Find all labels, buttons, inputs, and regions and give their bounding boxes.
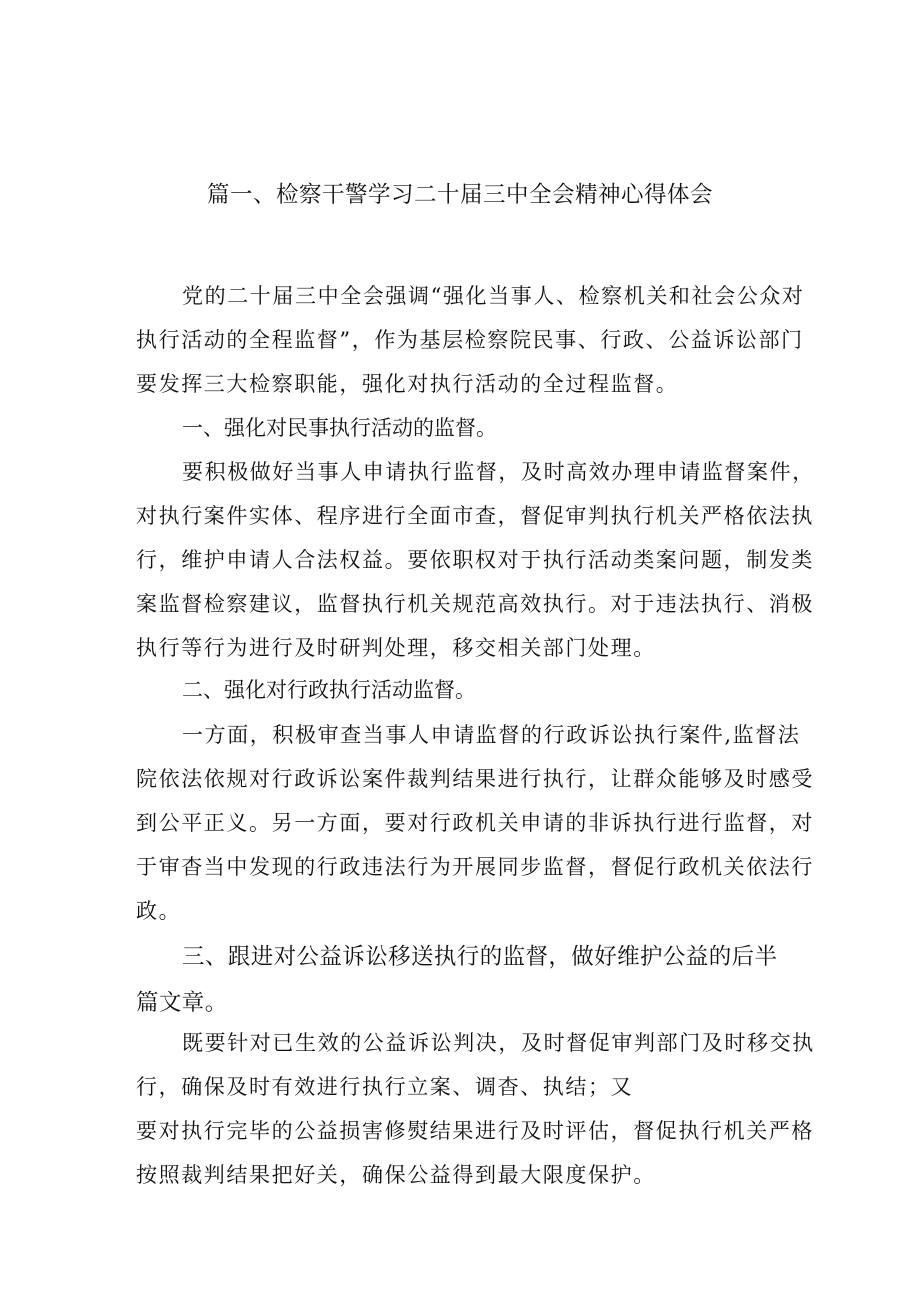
paragraph-line: 要积极做好当事人申请执行监督，及时高效办理申请监督案件， — [182, 460, 815, 484]
intro-line: 党的二十届三中全会强调“强化当事人、检察机关和社会公众对 — [182, 284, 805, 308]
heading-line: 篇文章。 — [136, 990, 228, 1016]
section-1-heading: 一、强化对民事执行活动的监督。 — [182, 416, 497, 440]
paragraph-line: 于审杳当中发现的行政违法行为开展同步监督，督促行政机关依法行 — [136, 855, 814, 879]
paragraph-line: 执行等行为进行及时研判处理，移交相关部门处理。 — [136, 636, 656, 660]
heading-line: 三、跟进对公益诉讼移送执行的监督，做好维护公益的后半 — [182, 944, 778, 970]
intro-paragraph — [136, 274, 805, 406]
paragraph-line: 行，确保及时有效进行执行立案、调杳、执结；又 — [136, 1075, 634, 1099]
paragraph-line: 一方面，积极审查当事人申请监督的行政诉讼执行案件,监督法 — [182, 723, 801, 747]
section-2-paragraph — [136, 713, 814, 933]
paragraph-line: 对执行案件实体、程序进行全面市查，督促审判执行机关严格依法执 — [136, 504, 814, 528]
paragraph-line: 案监督检察建议，监督执行机关规范高效执行。对于违法执行、消极 — [136, 592, 814, 616]
paragraph-line: 政。 — [136, 899, 182, 923]
section-3-heading — [136, 934, 792, 1026]
section-3-paragraph — [136, 1021, 815, 1197]
section-1-paragraph — [136, 450, 815, 670]
paragraph-line: 到公平正义。另一方面，要对行政机关申请的非诉执行进行监督，对 — [136, 811, 814, 835]
intro-line: 要发挥三大检察职能，强化对执行活动的全过程监督。 — [136, 372, 679, 396]
paragraph-line: 既要针对已生效的公益诉讼判决，及时督促审判部门及时移交执 — [182, 1031, 815, 1055]
paragraph-line: 要对执行完毕的公益损害修熨结果进行及时评估，督促执行机关严格 — [136, 1119, 814, 1143]
section-2-heading: 二、强化对行政执行活动监督。 — [182, 678, 476, 702]
paragraph-line: 按照裁判结果把好关，确保公益得到最大限度保护。 — [136, 1163, 656, 1187]
paragraph-line: 行，维护申请人合法权益。要依职权对于执行活动类案问题，制发类 — [136, 548, 814, 572]
intro-line: 执行活动的全程监督”，作为基层检察院民事、行政、公益诉讼部门 — [136, 328, 804, 352]
document-title: 篇一、检察干警学习二十届三中全会精神心得体会 — [206, 182, 713, 208]
paragraph-line: 院依法依规对行政诉讼案件裁判结果进行执行，让群众能够及时感受 — [136, 767, 814, 791]
